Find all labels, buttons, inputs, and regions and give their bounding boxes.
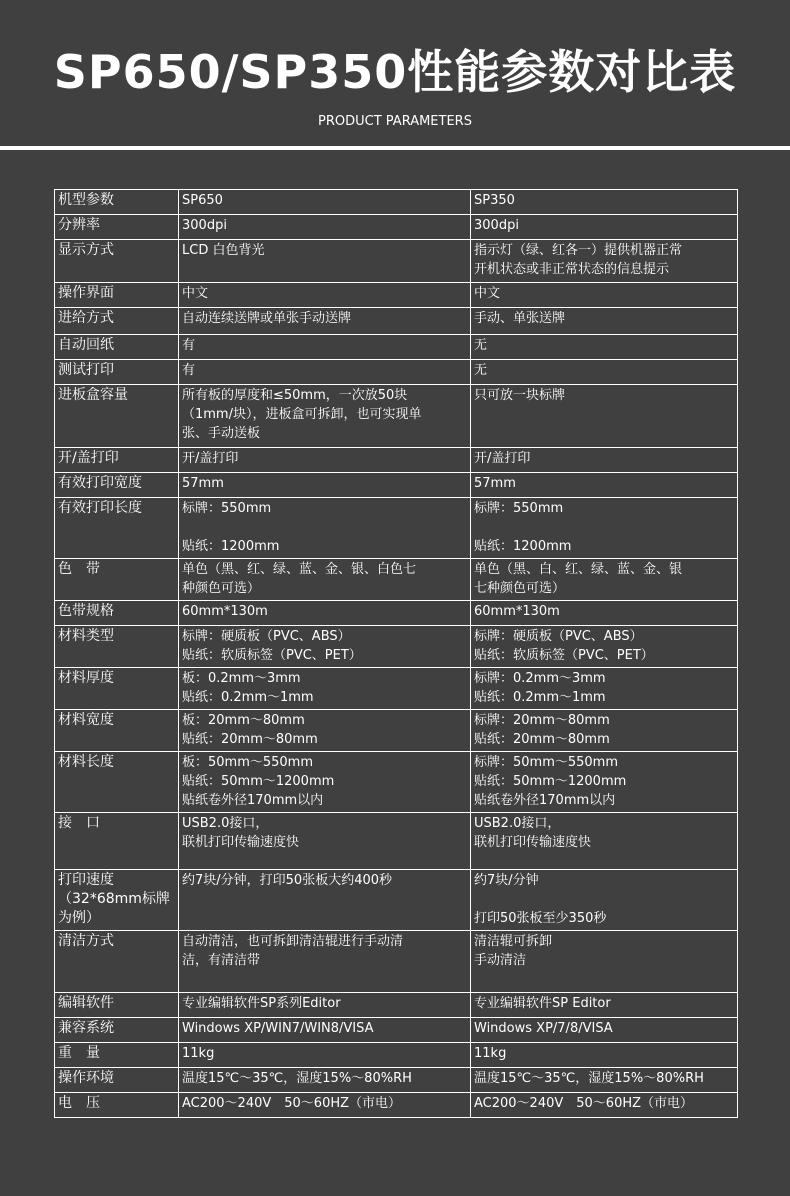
row-label: 自动回纸 xyxy=(55,335,179,360)
sp350-value: 专业编辑软件SP Editor xyxy=(471,993,738,1018)
table-row xyxy=(55,559,738,601)
sp650-value: 60mm*130m xyxy=(179,601,471,626)
sp650-value: 中文 xyxy=(179,283,471,308)
row-label: 清洁方式 xyxy=(55,931,179,993)
table-row xyxy=(55,448,738,473)
row-label: 有效打印长度 xyxy=(55,498,179,559)
header-divider xyxy=(0,146,790,150)
sp350-value: 只可放一块标牌 xyxy=(471,385,738,448)
page-subtitle: PRODUCT PARAMETERS xyxy=(318,114,472,129)
sp350-value: 标牌：硬质板（PVC、ABS） 贴纸：软质标签（PVC、PET） xyxy=(471,626,738,668)
table-row xyxy=(55,931,738,993)
sp650-value: 有 xyxy=(179,360,471,385)
table-row xyxy=(55,1068,738,1093)
sp350-value: Windows XP/7/8/VISA xyxy=(471,1018,738,1043)
table-row xyxy=(55,283,738,308)
sp350-value: 标牌：50mm～550mm 贴纸：50mm～1200mm 贴纸卷外径170mm以内 xyxy=(471,752,738,813)
sp350-value: AC200～240V 50～60HZ（市电） xyxy=(471,1093,738,1118)
table-row xyxy=(55,385,738,448)
row-label: 机型参数 xyxy=(55,190,179,215)
sp650-value: AC200～240V 50～60HZ（市电） xyxy=(179,1093,471,1118)
sp350-value: 标牌：550mm 贴纸：1200mm xyxy=(471,498,738,559)
sp650-value: 专业编辑软件SP系列Editor xyxy=(179,993,471,1018)
row-label: 打印速度 （32*68mm标牌 为例） xyxy=(55,870,179,931)
row-label: 接 口 xyxy=(55,813,179,870)
table-row xyxy=(55,215,738,240)
sp350-value: 无 xyxy=(471,360,738,385)
sp350-value: 单色（黑、白、红、绿、蓝、金、银 七种颜色可选） xyxy=(471,559,738,601)
table-row xyxy=(55,308,738,335)
table-row xyxy=(55,601,738,626)
sp350-value: 11kg xyxy=(471,1043,738,1068)
row-label: 显示方式 xyxy=(55,240,179,283)
table-row xyxy=(55,240,738,283)
sp350-value: 无 xyxy=(471,335,738,360)
sp350-value: 约7块/分钟 打印50张板至少350秒 xyxy=(471,870,738,931)
row-label: 操作界面 xyxy=(55,283,179,308)
row-label: 分辨率 xyxy=(55,215,179,240)
row-label: 材料类型 xyxy=(55,626,179,668)
sp650-value: 标牌：硬质板（PVC、ABS） 贴纸：软质标签（PVC、PET） xyxy=(179,626,471,668)
sp650-value: 板：0.2mm～3mm 贴纸：0.2mm～1mm xyxy=(179,668,471,710)
row-label: 重 量 xyxy=(55,1043,179,1068)
sp650-value: 自动清洁，也可拆卸清洁辊进行手动清 洁，有清洁带 xyxy=(179,931,471,993)
sp350-value: 标牌：0.2mm～3mm 贴纸：0.2mm～1mm xyxy=(471,668,738,710)
table-row xyxy=(55,813,738,870)
table-row xyxy=(55,1018,738,1043)
row-label: 进给方式 xyxy=(55,308,179,335)
table-row xyxy=(55,668,738,710)
sp350-value: 指示灯（绿、红各一）提供机器正常 开机状态或非正常状态的信息提示 xyxy=(471,240,738,283)
sp350-value: 清洁辊可拆卸 手动清洁 xyxy=(471,931,738,993)
row-label: 色带规格 xyxy=(55,601,179,626)
sp650-value: 11kg xyxy=(179,1043,471,1068)
sp350-value: 标牌：20mm～80mm 贴纸：20mm～80mm xyxy=(471,710,738,752)
sp650-value: 温度15℃～35℃，湿度15%～80%RH xyxy=(179,1068,471,1093)
sp650-value: 约7块/分钟，打印50张板大约400秒 xyxy=(179,870,471,931)
sp650-value: Windows XP/WIN7/WIN8/VISA xyxy=(179,1018,471,1043)
sp650-value: LCD 白色背光 xyxy=(179,240,471,283)
sp350-value: USB2.0接口， 联机打印传输速度快 xyxy=(471,813,738,870)
sp350-value: 温度15℃～35℃，湿度15%～80%RH xyxy=(471,1068,738,1093)
sp350-value: 手动、单张送牌 xyxy=(471,308,738,335)
row-label: 材料厚度 xyxy=(55,668,179,710)
table-row xyxy=(55,1093,738,1118)
table-row xyxy=(55,1043,738,1068)
row-label: 色 带 xyxy=(55,559,179,601)
parameter-comparison-table xyxy=(54,189,738,1118)
sp650-value: 开/盖打印 xyxy=(179,448,471,473)
row-label: 材料长度 xyxy=(55,752,179,813)
sp650-value: 57mm xyxy=(179,473,471,498)
sp650-value: 所有板的厚度和≤50mm，一次放50块 （1mm/块），进板盒可拆卸，也可实现单 张、手动送板 xyxy=(179,385,471,448)
table-body xyxy=(55,190,738,1118)
page-title: SP650/SP350性能参数对比表 xyxy=(53,45,737,99)
table-row xyxy=(55,752,738,813)
row-label: 兼容系统 xyxy=(55,1018,179,1043)
sp650-value: 单色（黑、红、绿、蓝、金、银、白色七 种颜色可选） xyxy=(179,559,471,601)
row-label: 材料宽度 xyxy=(55,710,179,752)
table-row xyxy=(55,335,738,360)
sp650-value: 板：20mm～80mm 贴纸：20mm～80mm xyxy=(179,710,471,752)
sp650-value: 板：50mm～550mm 贴纸：50mm～1200mm 贴纸卷外径170mm以内 xyxy=(179,752,471,813)
sp350-value: 300dpi xyxy=(471,215,738,240)
sp650-value: SP650 xyxy=(179,190,471,215)
row-label: 开/盖打印 xyxy=(55,448,179,473)
table-row xyxy=(55,710,738,752)
sp650-value: 300dpi xyxy=(179,215,471,240)
table-row xyxy=(55,360,738,385)
table-row xyxy=(55,190,738,215)
table-row xyxy=(55,473,738,498)
row-label: 测试打印 xyxy=(55,360,179,385)
sp650-value: USB2.0接口， 联机打印传输速度快 xyxy=(179,813,471,870)
table-row xyxy=(55,993,738,1018)
sp350-value: 60mm*130m xyxy=(471,601,738,626)
sp350-value: 57mm xyxy=(471,473,738,498)
row-label: 电 压 xyxy=(55,1093,179,1118)
sp650-value: 标牌：550mm 贴纸：1200mm xyxy=(179,498,471,559)
row-label: 进板盒容量 xyxy=(55,385,179,448)
sp350-value: 开/盖打印 xyxy=(471,448,738,473)
row-label: 编辑软件 xyxy=(55,993,179,1018)
row-label: 操作环境 xyxy=(55,1068,179,1093)
sp350-value: 中文 xyxy=(471,283,738,308)
sp350-value: SP350 xyxy=(471,190,738,215)
table-row xyxy=(55,626,738,668)
sp650-value: 有 xyxy=(179,335,471,360)
table-row xyxy=(55,870,738,931)
row-label: 有效打印宽度 xyxy=(55,473,179,498)
sp650-value: 自动连续送牌或单张手动送牌 xyxy=(179,308,471,335)
table-row xyxy=(55,498,738,559)
